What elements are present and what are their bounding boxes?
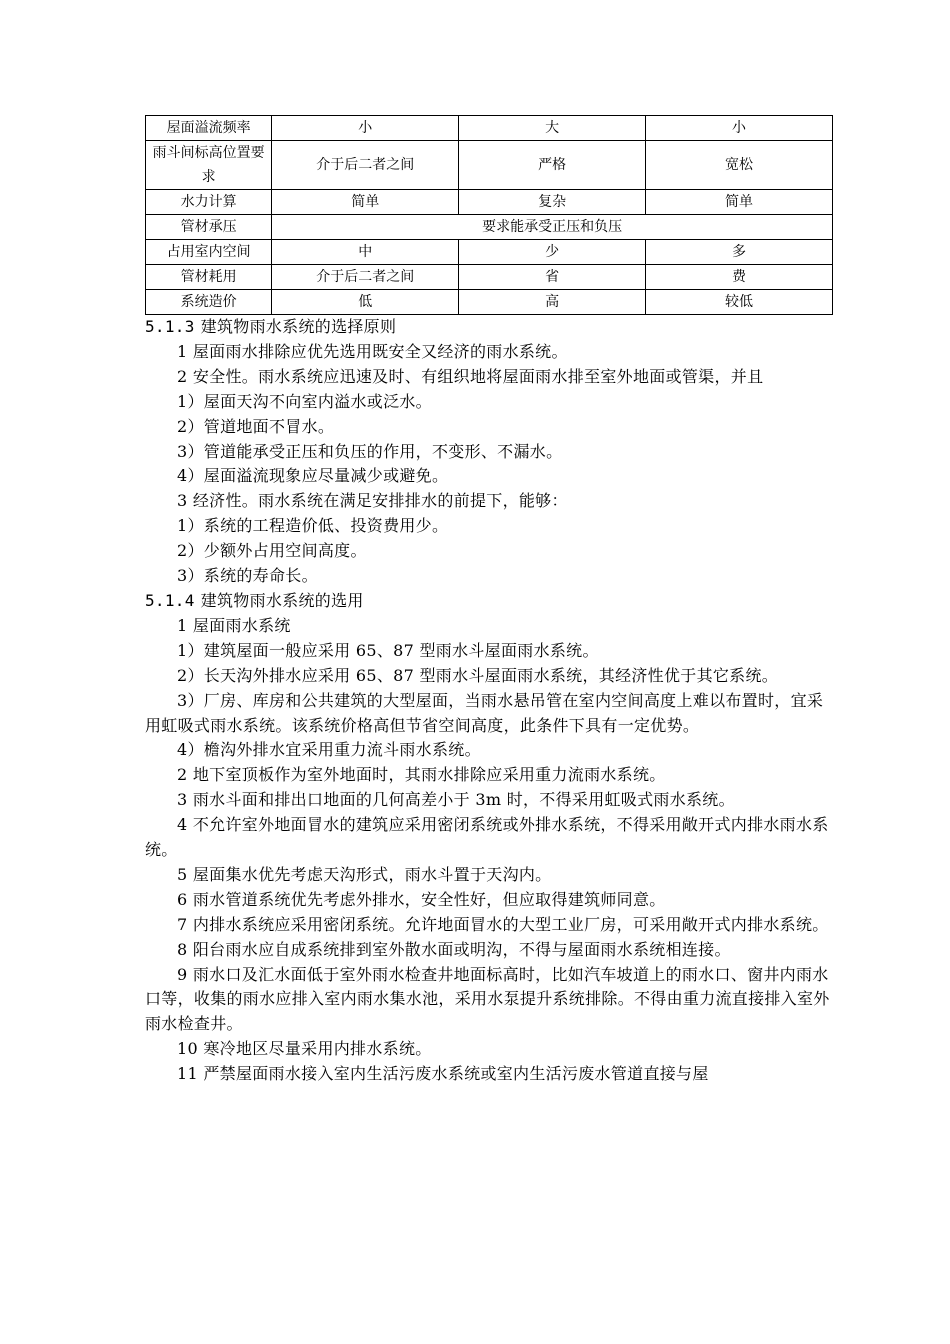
paragraph: 4）屋面溢流现象应尽量减少或避免。 [177,466,449,486]
table-cell: 简单 [646,190,833,215]
section-title: 建筑物雨水系统的选择原则 [200,317,397,336]
paragraph: 7 内排水系统应采用密闭系统。允许地面冒水的大型工业厂房，可采用敞开式内排水系统。 [177,914,829,934]
paragraph: 1）屋面天沟不向室内溢水或泛水。 [177,391,432,411]
section-heading [145,315,833,340]
row-label: 雨斗间标高位置要求 [146,141,272,190]
paragraph: 1 屋面雨水排除应优先选用既安全又经济的雨水系统。 [177,341,568,361]
row-label: 屋面溢流频率 [146,116,272,141]
paragraph: 9 雨水口及汇水面低于室外雨水检查井地面标高时，比如汽车坡道上的雨水口、窗井内雨水口等，收集的雨水应排入室内雨水集水池，采用水泵提升系统排除。不得由重力流直接排入室外雨水检查井。 [145,964,830,1034]
table-cell: 介于后二者之间 [272,141,459,190]
paragraph: 4 不允许室外地面冒水的建筑应采用密闭系统或外排水系统，不得采用敞开式内排水雨水系统。 [145,815,829,860]
paragraph: 6 雨水管道系统优先考虑外排水，安全性好，但应取得建筑师同意。 [177,889,666,909]
row-label: 水力计算 [146,190,272,215]
table-cell: 小 [272,116,459,141]
table-cell: 多 [646,240,833,265]
table-row [146,290,833,315]
table-row [146,215,833,240]
table-cell: 介于后二者之间 [272,265,459,290]
section-title: 建筑物雨水系统的选用 [200,590,364,610]
table-cell-merged: 要求能承受正压和负压 [272,215,833,240]
table-cell: 严格 [459,141,646,190]
paragraph: 2 地下室顶板作为室外地面时，其雨水排除应采用重力流雨水系统。 [177,765,666,785]
table-cell: 费 [646,265,833,290]
paragraph: 11 严禁屋面雨水接入室内生活污废水系统或室内生活污废水管道直接与屋 [177,1064,709,1084]
table-cell: 省 [459,265,646,290]
paragraph: 1）系统的工程造价低、投资费用少。 [177,516,449,536]
table-row [146,190,833,215]
table-cell: 低 [272,290,459,315]
table-cell: 高 [459,290,646,315]
paragraph: 5 屋面集水优先考虑天沟形式，雨水斗置于天沟内。 [177,864,552,884]
row-label: 管材耗用 [146,265,272,290]
section-number: 5.1.3 [145,317,195,336]
section-number: 5.1.4 [145,590,195,610]
table-cell: 少 [459,240,646,265]
table-row [146,265,833,290]
paragraph: 8 阳台雨水应自成系统排到室外散水面或明沟，不得与屋面雨水系统相连接。 [177,939,731,959]
paragraph: 3）厂房、库房和公共建筑的大型屋面，当雨水悬吊管在室内空间高度上难以布置时，宜采用虹吸式雨水系统。该系统价格高但节省空间高度，此条件下具有一定优势。 [145,690,824,735]
row-label: 系统造价 [146,290,272,315]
paragraph: 3）系统的寿命长。 [177,566,318,586]
paragraph: 2）少额外占用空间高度。 [177,541,367,561]
paragraph: 1）建筑屋面一般应采用 65、87 型雨水斗屋面雨水系统。 [177,640,599,660]
document-page [145,115,833,1087]
table-row [146,141,833,190]
table-cell: 小 [646,116,833,141]
paragraph: 3 雨水斗面和排出口地面的几何高差小于 3m 时，不得采用虹吸式雨水系统。 [177,790,735,810]
table-cell: 较低 [646,290,833,315]
section-heading [145,589,833,614]
paragraph: 10 寒冷地区尽量采用内排水系统。 [177,1039,432,1059]
paragraph: 2 安全性。雨水系统应迅速及时、有组织地将屋面雨水排至室外地面或管渠，并且 [177,366,764,386]
table-cell: 大 [459,116,646,141]
table-cell: 简单 [272,190,459,215]
paragraph: 2）长天沟外排水应采用 65、87 型雨水斗屋面雨水系统，其经济性优于其它系统。 [177,665,779,685]
paragraph: 2）管道地面不冒水。 [177,416,335,436]
paragraph: 3 经济性。雨水系统在满足安排排水的前提下，能够： [177,491,568,511]
table-cell: 复杂 [459,190,646,215]
row-label: 占用室内空间 [146,240,272,265]
paragraph: 4）檐沟外排水宜采用重力流斗雨水系统。 [177,740,481,760]
table-cell: 中 [272,240,459,265]
paragraph: 1 屋面雨水系统 [177,615,291,635]
table-cell: 宽松 [646,141,833,190]
comparison-table [145,115,833,315]
table-row [146,240,833,265]
paragraph: 3）管道能承受正压和负压的作用，不变形、不漏水。 [177,441,563,461]
body-text [145,315,833,1087]
table-row [146,116,833,141]
row-label: 管材承压 [146,215,272,240]
